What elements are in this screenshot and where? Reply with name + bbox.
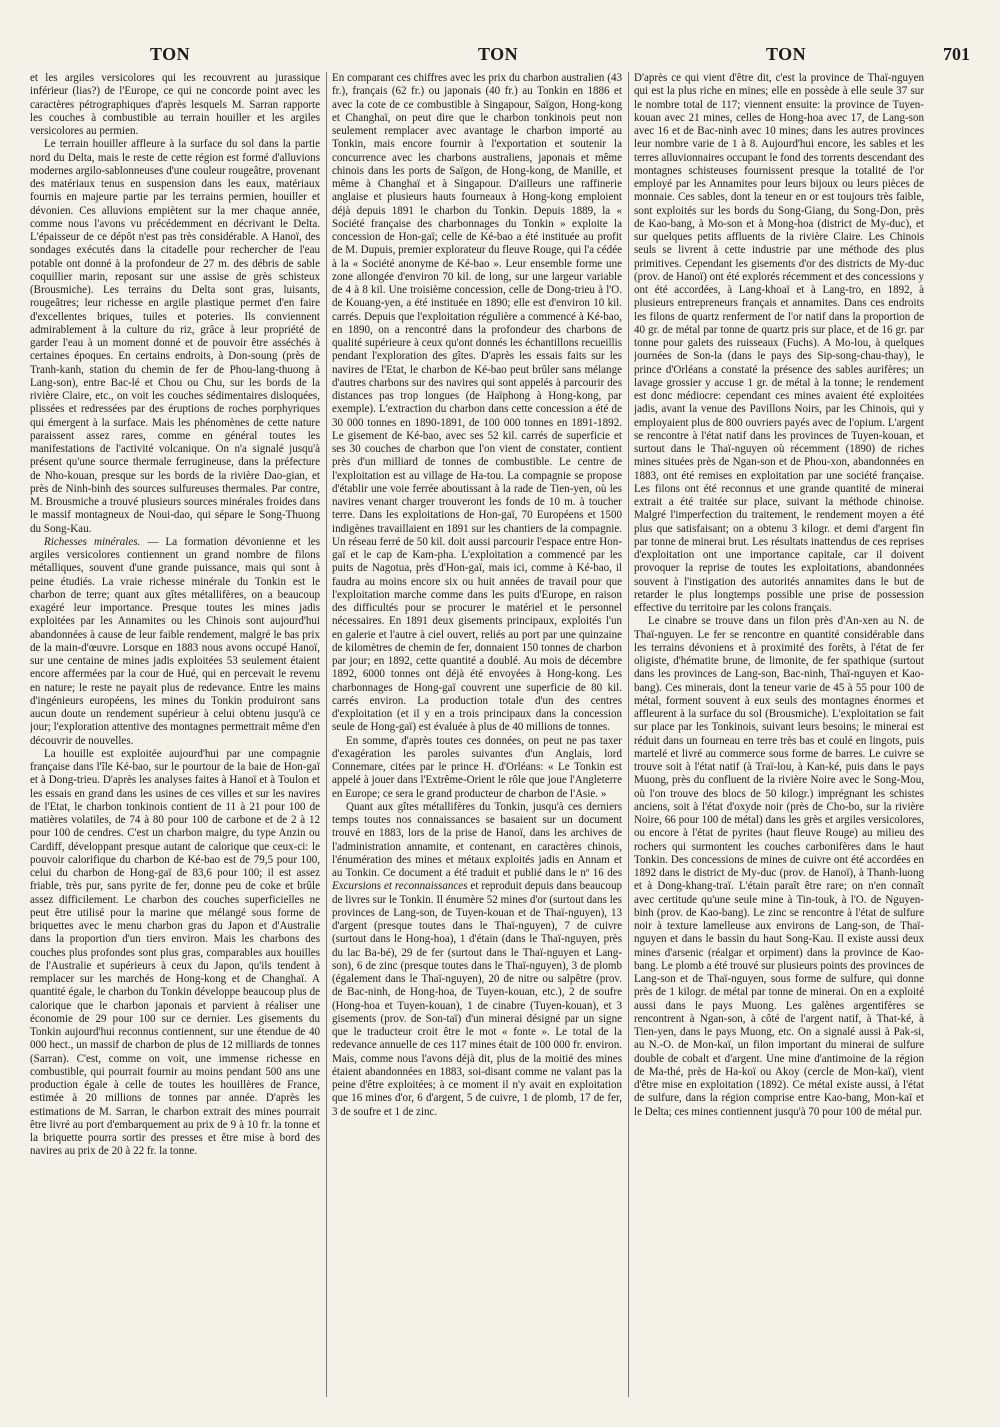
running-head bbox=[30, 44, 970, 70]
paragraph-text: Quant aux gîtes métallifères du Tonkin, jusqu'à ces derniers temps toutes nos connaissances se basaient sur un document trouvé en 1883, lors de la prise de Hanoï, dans les archives de l'administration annamite, et contenant, en caractères chinois, l'énumération des mines et métaux exploités jadis en Annam et au Tonkin. Ce document a été traduit et publié dans le nº 16 des bbox=[332, 800, 622, 879]
publication-title: Excursions et reconnaissances bbox=[332, 880, 468, 893]
column-2 bbox=[332, 72, 622, 1402]
section-heading: Richesses minérales. bbox=[44, 535, 141, 548]
paragraph bbox=[30, 536, 320, 748]
running-head-center: TON bbox=[478, 44, 519, 64]
column-divider bbox=[628, 72, 629, 1397]
page-number: 701 bbox=[943, 44, 970, 64]
running-head-left: TON bbox=[150, 44, 191, 64]
paragraph: Le terrain houiller affleure à la surface du sol dans la partie nord du Delta, mais le reste de cette région est formé d'alluvions modernes argilo-sablonneuses d'une couleur rougeâtre, provenant des matériaux tenus en suspension dans les eaux, matériaux fournis en majeure partie par les terrains permien, houiller et dévonien. Ces alluvions empiètent sur la mer chaque année, comme nous l'avons vu précédemment en décrivant le Delta. L'épaisseur de ce dépôt n'est pas très considérable. A Hanoï, des sondages exécutés dans la citadelle pour rechercher de l'eau potable ont donné à la profondeur de 27 m. des débris de sable coquillier marin, reposant sur une assise de grès schisteux (Brousmiche). Les terrains du Delta sont gras, luisants, rougeâtres; leur richesse en argile plastique permet d'en faire d'excellentes briques, tuiles et poteries. Ils conviennent admirablement à la culture du riz, grâce à leur propriété de garder l'eau à un moment donné et de pouvoir être asséchés à certaines époques. En certains endroits, à Don-soung (près de Tranh-kanh, station du chemin de fer de Phou-lang-thuong à Lang-son), entre Bac-lé et Chou ou Chu, sur les bords de la rivière Claire, etc., on voit les couches sédimentaires disloquées, plissées et redressées par des éruptions de roches porphyriques qui émergent à la surface. Mais les phénomènes de cette nature paraissent assez rares, comme en général toutes les manifestations de l'activité volcanique. On n'a signalé jusqu'à présent qu'une source thermale ferrugineuse, dans la préfecture de Nho-kouan, presque sur les bords de la rivière Dao-gian, et près de Ninh-binh des sources sulfureuses thermales. Par contre, M. Brousmiche a trouvé plusieurs sources minérales froides dans le massif montagneux de Noui-dao, qui sépare le Song-Thuong du Song-Kau. bbox=[30, 138, 320, 535]
paragraph: et les argiles versicolores qui les recouvrent au jurassique inférieur (lias?) de l'Europe, ce qui ne concorde point avec les caractères pétrographiques d'après lesquels M. Sarran rapporte les couches à combustible au terrain houiller et les argiles versicolores au permien. bbox=[30, 72, 320, 137]
column-1 bbox=[30, 72, 320, 1402]
running-head-right: TON bbox=[766, 44, 807, 64]
paragraph-text: et reproduit depuis dans beaucoup de livres sur le Tonkin. Il énumère 52 mines d'or (surtout dans les provinces de Lang-son, de Tuyen-kouan et de Thaï-nguyen), 13 d'argent (presque toutes dans le Thaï-nguyen), 7 de cuivre (surtout dans le Hong-hoa), 1 d'étain (dans le Thaï-nguyen, près du lac Ba-bé), 29 de fer (surtout dans le Thaï-nguyen et Lang-son), 6 de zinc (presque toutes dans le Thaï-nguyen), 3 de plomb (également dans le Thaï-nguyen), 20 de nitre ou salpêtre (prov. de Bac-ninh, de Hong-hoa, de Tuyen-kouan, etc.), 2 de soufre (Hong-hoa et Tuyen-kouan), 1 de cinabre (Tuyen-kouan), et 3 gisements (prov. de Son-taï) d'un minerai désigné par un signe que le traducteur croit être le mot « fonte ». Le total de la redevance annuelle de ces 117 mines était de 100 000 fr. environ. Mais, comme nous l'avons déjà dit, plus de la moitié des mines étaient abandonnées en 1883, soi-disant comme ne valant pas la peine d'être exploitées; à ce moment il n'y avait en exploitation que 16 mines d'or, 6 d'argent, 5 de cuivre, 1 de plomb, 17 de fer, 3 de soufre et 1 de zinc. bbox=[332, 880, 622, 1118]
paragraph: La houille est exploitée aujourd'hui par une compagnie française dans l'île Ké-bao, sur le pourtour de la baie de Hon-gaï et à Dong-trieu. D'après les analyses faites à Hanoï et à Toulon et les essais en grand dans les usines de ces villes et sur les navires de l'Etat, le charbon tonkinois contient de 11 à 21 pour 100 de matières volatiles, de 74 à 80 pour 100 de carbone et de 2 à 12 pour 100 de cendres. C'est un charbon maigre, du type Anzin ou Cardiff, développant presque autant de calorique que ceux-ci: le pouvoir calorifique du charbon de Ké-bao est de 79,5 pour 100, celui du charbon de Hong-gaï de 83,6 pour 100; il est assez friable, très pur, sans pyrite de fer, donne peu de coke et brûle assez difficilement. Le charbon des couches superficielles ne peut être utilisé pour la marine que mélangé sous forme de briquettes avec le menu charbon gras du Japon et d'Australie dans la proportion d'un tiers environ. Mais les charbons des couches plus profondes sont plus gras, comparables aux houilles de l'Australie et supérieurs à ceux du Japon, qu'ils tendent à remplacer sur les marchés de Hong-kong et de Changhaï. A quantité égale, le charbon du Tonkin développe beaucoup plus de calorique que le charbon japonais et parvient à réaliser une économie de 29 pour 100 sur ce dernier. Les gisements du Tonkin aujourd'hui reconnus contiennent, sur une étendue de 40 000 hect., un massif de charbon de plus de 12 milliards de tonnes (Sarran). C'est, comme on voit, une immense richesse en combustible, qui pourrait fournir au moins pendant 500 ans une production égale à celle de toutes les houillères de France, estimée à 20 millions de tonnes par année. D'après les estimations de M. Sarran, le charbon extrait des mines pourrait être livré au port d'embarquement au prix de 9 à 10 fr. la tonne et la briquette pourra sortir des presses et être mise à bord des navires au prix de 20 à 22 fr. la tonne. bbox=[30, 747, 320, 1158]
paragraph: En somme, d'après toutes ces données, on peut ne pas taxer d'exagération les paroles suivantes d'un Anglais, lord Connemare, citées par le prince H. d'Orléans: « Le Tonkin est appelé à jouer dans l'Extrême-Orient le rôle que joue l'Angleterre en Europe; ce sera le grand producteur de charbon de l'Asie. » bbox=[332, 734, 622, 800]
paragraph: En comparant ces chiffres avec les prix du charbon australien (43 fr.), français (62 fr.) ou japonais (40 fr.) au Tonkin en 1886 et avec la cote de ce combustible à Singapour, Saïgon, Hong-kong et Changhaï, on peut dire que le charbon tonkinois peut non seulement remplacer avec avantage le charbon importé au Tonkin, mais encore fournir à l'exportation et soutenir la concurrence avec les charbons australiens, japonais et même chinois dans les ports de Saïgon, de Hong-kong, de Manille, et même à Changhaï et à Singapour. D'ailleurs une raffinerie anglaise et plusieurs hauts fourneaux à Hong-kong emploient déjà depuis 1891 le charbon du Tonkin. Depuis 1889, la « Société française des charbonnages du Tonkin » exploite la concession de Hon-gaï; celle de Ké-bao a été instituée au profit de M. Dupuis, premier explorateur du fleuve Rouge, qui l'a cédée à la « Société anonyme de Ké-bao ». Leur ensemble forme une zone allongée d'environ 70 kil. de long, sur une largeur variable de 4 à 8 kil. Une troisième concession, celle de Dong-trieu à l'O. de Kouang-yen, a été instituée en 1890; elle est d'environ 10 kil. carrés. Depuis que l'exploitation régulière a commencé à Ké-bao, en 1890, on a rencontré dans la profondeur des charbons de qualité supérieure à ceux qu'ont donnés les échantillons recueillis pendant l'exploration des gîtes. D'après les essais faits sur les navires de l'Etat, le charbon de Ké-bao peut brûler sans mélange d'autres charbons sur des navires qui sont appelés à parcourir des distances pas trop longues (de Haïphong à Hong-kong, par exemple). L'extraction du charbon dans cette concession a été de 30 000 tonnes en 1890-1891, de 100 000 tonnes en 1891-1892. Le gisement de Ké-bao, avec ses 52 kil. carrés de superficie et ses 30 couches de charbon que l'on vient de constater, contient près d'un milliard de tonnes de combustible. Le centre de l'exploitation est au village de Ha-tou. La compagnie se propose d'établir une voie ferrée aboutissant à la rade de Tien-yen, où les navires venant charger trouveront les fonds de 10 m. à toucher terre. Dans les exploitations de Hon-gaï, 70 Européens et 1500 indigènes travaillaient en 1891 sur les chantiers de la compagnie. Un réseau ferré de 50 kil. doit aussi parcourir l'espace entre Hon-gaï et le cap de Kam-pha. L'exploitation a commencé par les puits de Nagotua, près d'Hon-gaï, mais ici, comme à Ké-bao, il faudra au moins encore six ou huit années de travail pour que l'exploitation marche comme dans les puits d'Europe, en raison des difficultés pour se procurer le matériel et le personnel nécessaires. En 1891 deux gisements principaux, exploités l'un en galerie et l'autre à ciel ouvert, reliés au port par une quinzaine de kilomètres de chemin de fer, donnaient 150 tonnes de charbon par jour; en 1892, cette quantité a doublé. Au mois de décembre 1892, 6000 tonnes ont déjà été envoyées à Hong-kong. Les charbonnages de Hong-gaï couvrent une superficie de 80 kil. carrés environ. La production totale d'un des centres d'exploitation (et il y en a trois principaux dans la concession seule de Hong-gaï) est évaluée à plus de 40 millions de tonnes. bbox=[332, 72, 622, 734]
paragraph bbox=[332, 801, 622, 1119]
paragraph: Le cinabre se trouve dans un filon près d'An-xen au N. de Thaï-nguyen. Le fer se rencontre en quantité considérable dans les terrains dévoniens et à proximité des forêts, à l'état de fer oligiste, d'hématite brune, de limonite, de fer spathique (surtout dans les provinces de Lang-son, Bac-ninh, Thaï-nguyen et Kao-bang). Ces minerais, dont la teneur varie de 45 à 55 pour 100 de métal, forment souvent à eux seuls des montagnes énormes et affleurent à la surface du sol (Brousmiche). L'exploitation se fait sur place par les Tonkinois, suivant leurs besoins; le minerai est réduit dans un fourneau en terre très bas et coulé en lingots, puis martelé et livré au commerce sous forme de barres. Le cuivre se trouve soit à l'état natif (à Traï-lou, à Kan-ké, puis dans le pays Muong, près du confluent de la rivière Noire avec le Song-Mou, où l'on trouve des blocs de 50 kilogr.) imprégnant les schistes anciens, soit à l'état d'oxyde noir (près de Cho-bo, sur la rivière Noire, 66 pour 100 de métal) dans les grès et argiles versicolores, ou encore à l'état de pyrites (haut fleuve Rouge) au milieu des rochers qui surmontent les couches carbonifères dans le haut Tonkin. Des concessions de mines de cuivre ont été accordées en 1892 dans le district de My-duc (prov. de Hanoï), à Thanh-luong et à Dong-khang-traï. L'étain paraît être rare; on n'en connaît avec certitude qu'une seule mine à Tin-touk, à l'O. de Nguyen-binh (prov. de Kao-bang). Le zinc se rencontre à l'état de sulfure noir à texture lamelleuse aux environs de Lang-son, de Thaï-nguyen et dans le bassin du haut Song-Kau. Il existe aussi deux mines d'arsenic (réalgar et orpiment) dans la province de Kao-bang. Le plomb a été trouvé sur plusieurs points des provinces de Lang-son et de Thaï-nguyen, sous forme de sulfure, qui donne près de 1 kilogr. de métal par tonne de minerai. On en a exploité aussi dans le pays Muong. Les galènes argentifères se rencontrent à Ngan-son, à côté de l'argent natif, à That-ké, à Tien-yen, dans le pays Muong, etc. On a signalé aussi à Pak-si, au N.-O. de Mon-kaï, un filon important du minerai de sulfure double de cobalt et d'argent. Une mine d'antimoine de la région de Ma-thé, près de Ha-koï ou Akoy (cercle de Mon-kaï), vient d'être mise en exploitation (1892). Ce métal existe aussi, à l'état de sulfure, dans la région comprise entre Kao-bang, Mon-kaï et le Delta; ces mines contiennent jusqu'à 70 pour 100 de métal pur. bbox=[634, 615, 924, 1118]
column-3 bbox=[634, 72, 924, 1402]
text-columns bbox=[30, 72, 980, 1402]
column-divider bbox=[326, 72, 327, 1397]
paragraph: D'après ce qui vient d'être dit, c'est la province de Thaï-nguyen qui est la plus riche en mines; elle en possède à elle seule 37 sur le nombre total de 117; viennent ensuite: la province de Tuyen-kouan avec 21 mines, celles de Hong-hoa avec 17, de Lang-son avec 16 et de Bac-ninh avec 10 mines; dans les autres provinces leur nombre varie de 1 à 8. Aujourd'hui encore, les sables et les terres alluvionnaires occupant le fond des torrents descendant des montagnes schisteuses fournissent presque la totalité de l'or employé par les Annamites pour leurs bijoux ou leurs pièces de monnaie. Ces sables, dont la teneur en or est toujours très faible, sont exploités sur les bords du Song-Giang, du Song-Don, près de Kao-bang, à Mo-son et à Mong-hoa (district de My-duc), et sur quelques petits affluents de la rivière Claire. Les Chinois seuls se livrent à cette industrie par une méthode des plus primitives. Cependant les gisements d'or des districts de My-duc (prov. de Hanoï) ont été explorés récemment et des concessions y ont été accordées, à Lang-khoaï et à Lang-tro, en 1892, à plusieurs entrepreneurs français et annamites. Dans ces endroits les filons de quartz renferment de l'or natif dans la proportion de 40 gr. de métal par tonne de quartz pris sur place, et de 16 gr. par tonne pour galets des ruisseaux (Fuchs). A Mo-lou, à quelques journées de Son-la (dans le pays des Sip-song-chau-thay), le prince d'Orléans a constaté la présence des sables aurifères; un lavage grossier y accuse 1 gr. de métal à la tonne; le rendement est donc médiocre: cependant ces mines avaient été exploitées jadis, avant la venue des Pavillons Noirs, par les Chinois, qui y employaient plus de 800 ouvriers payés avec de l'opium. L'argent se rencontre à l'état natif dans les provinces de Tuyen-kouan, et surtout dans le Thaï-nguyen où récemment (1890) de riches mines situées près de Ngan-son et de Phou-xon, abandonnées en 1883, ont été remises en exploitation par une société française. Les filons ont été reconnus et une grande quantité de minerai extrait a été traitée sur place, suivant la méthode chinoise. Malgré l'imperfection du traitement, le rendement moyen a été plus que satisfaisant; on a obtenu 3 kilogr. et demi d'argent fin par tonne de minerai brut. Les résultats inattendus de ces reprises d'exploitation ont une importance capitale, car il doivent provoquer la reprise de toutes les exploitations, abandonnées souvent à l'instigation des autorités annamites dans le but de retarder le plus longtemps possible une prise de possession effective du territoire par les colons français. bbox=[634, 72, 924, 614]
paragraph-text: — La formation dévonienne et les argiles versicolores contiennent un grand nombre de filons métalliques, souvent d'une grande puissance, mais qui sont à peine étudiés. La vraie richesse minérale du Tonkin est le charbon de terre; quant aux gîtes métallifères, on a beaucoup exagéré leur importance. Presque toutes les mines jadis exploitées par les Annamites ou les Chinois sont aujourd'hui abandonnées à cause de leur faible rendement, malgré le bas prix de la main-d'œuvre. Lorsque en 1883 nous avons occupé Hanoï, sur une centaine de mines jadis exploitées 53 seulement étaient encore affermées par la cour de Hué, qui en percevait le revenu en nature; le reste ne payait plus de redevance. Entre les mains d'ingénieurs européens, les mines du Tonkin produiront sans aucun doute un rendement supérieur à celui obtenu jusqu'à ce jour; l'exploration attentive des montagnes permettrait même d'en découvrir de nouvelles. bbox=[30, 535, 320, 747]
